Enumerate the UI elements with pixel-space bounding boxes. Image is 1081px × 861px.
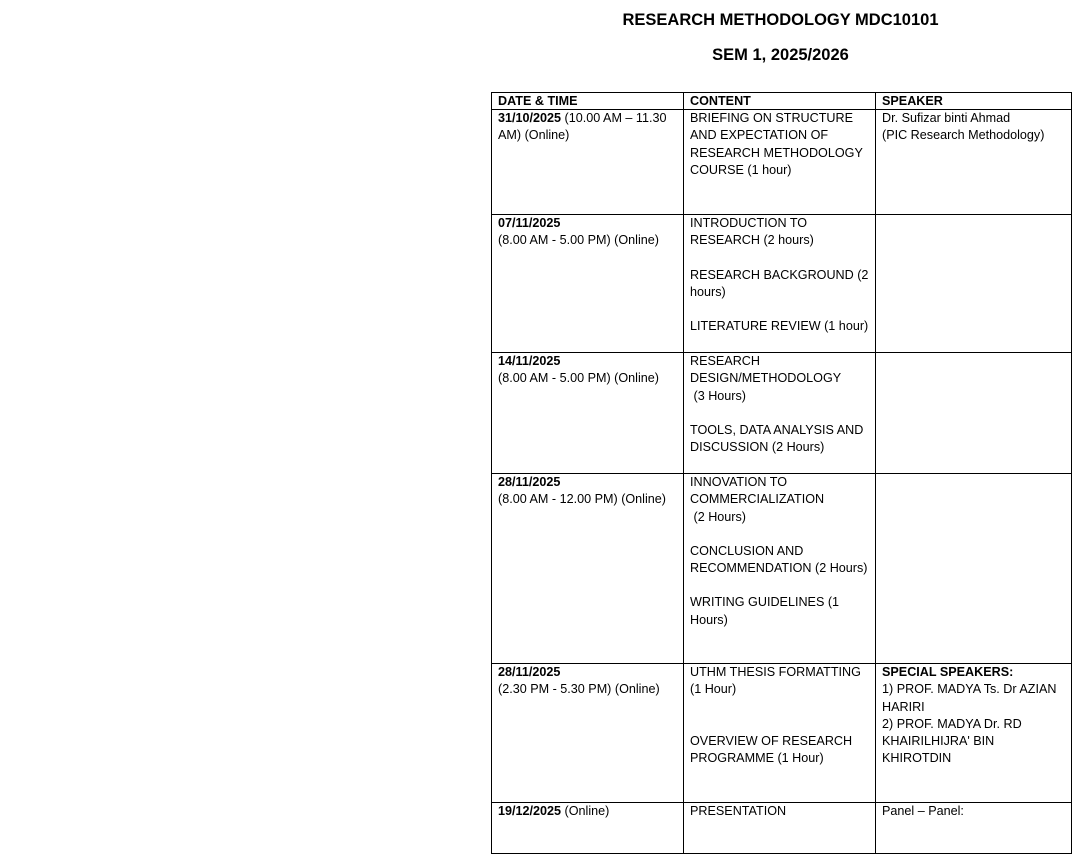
date-cell	[492, 474, 684, 664]
content-item: (2 Hours)	[690, 509, 746, 524]
speaker-cell	[876, 474, 1072, 664]
special-speakers-heading: SPECIAL SPEAKERS:	[882, 665, 1014, 679]
speaker-role: (PIC Research Methodology)	[882, 128, 1045, 143]
content-cell	[684, 474, 876, 664]
session-time: (8.00 AM - 5.00 PM) (Online)	[498, 371, 659, 386]
speaker-cell	[876, 110, 1072, 215]
content-item: RESEARCH BACKGROUND (2 hours)	[690, 267, 869, 299]
table-row	[492, 474, 1072, 664]
speaker-cell	[876, 353, 1072, 474]
content-item: LITERATURE REVIEW (1 hour)	[690, 319, 869, 334]
content-cell	[684, 664, 876, 803]
content-cell	[684, 110, 876, 215]
session-time: (8.00 AM - 5.00 PM) (Online)	[498, 233, 659, 248]
content-item: TOOLS, DATA ANALYSIS AND DISCUSSION (2 Hours)	[690, 422, 864, 455]
content-item: PRESENTATION	[690, 804, 787, 818]
date-cell	[492, 353, 684, 474]
session-time: (2.30 PM - 5.30 PM) (Online)	[498, 682, 660, 697]
date-cell	[492, 803, 684, 854]
panel-note: Panel – Panel:	[882, 804, 964, 818]
table-row	[492, 215, 1072, 353]
semester-label: SEM 1, 2025/2026	[712, 46, 849, 64]
session-time: (Online)	[561, 804, 610, 818]
date-cell	[492, 664, 684, 803]
column-header-speaker: SPEAKER	[876, 93, 1072, 110]
speaker-name: 1) PROF. MADYA Ts. Dr AZIAN HARIRI	[882, 682, 1057, 714]
table-row	[492, 353, 1072, 474]
speaker-name: 2) PROF. MADYA Dr. RD KHAIRILHIJRA' BIN KHIROTDIN	[882, 716, 1022, 766]
session-date: 28/11/2025	[498, 665, 561, 679]
table-row	[492, 110, 1072, 215]
session-date: 31/10/2025	[498, 111, 562, 125]
content-item: WRITING GUIDELINES (1 Hours)	[690, 595, 840, 627]
content-item: BRIEFING ON STRUCTURE AND EXPECTATION OF RESEARCH METHODOLOGY COURSE (1 hour)	[690, 111, 863, 177]
table-row	[492, 803, 1072, 854]
content-item: (3 Hours)	[690, 388, 746, 403]
content-item: OVERVIEW OF RESEARCH PROGRAMME (1 Hour)	[690, 733, 853, 765]
session-time: (10.00 AM – 11.30 AM) (Online)	[498, 111, 667, 143]
session-date: 28/11/2025	[498, 475, 561, 489]
column-header-content: CONTENT	[684, 93, 876, 110]
document-title: RESEARCH METHODOLOGY MDC10101	[622, 11, 939, 29]
content-cell	[684, 215, 876, 353]
speaker-cell	[876, 664, 1072, 803]
session-date: 14/11/2025	[498, 354, 561, 368]
content-cell	[684, 353, 876, 474]
content-item: UTHM THESIS FORMATTING (1 Hour)	[690, 665, 861, 697]
content-item: RESEARCH DESIGN/METHODOLOGY	[690, 354, 842, 386]
date-cell	[492, 215, 684, 353]
table-row	[492, 664, 1072, 803]
speaker-cell	[876, 215, 1072, 353]
speaker-cell	[876, 803, 1072, 854]
content-item: INTRODUCTION TO RESEARCH (2 hours)	[690, 216, 814, 248]
table-header-row	[492, 93, 1072, 110]
session-date: 19/12/2025	[498, 804, 562, 818]
session-time: (8.00 AM - 12.00 PM) (Online)	[498, 492, 666, 507]
content-cell	[684, 803, 876, 854]
column-header-date: DATE & TIME	[492, 93, 684, 110]
content-item: CONCLUSION AND RECOMMENDATION (2 Hours)	[690, 543, 868, 576]
session-date: 07/11/2025	[498, 216, 561, 230]
date-cell	[492, 110, 684, 215]
speaker-name: Dr. Sufizar binti Ahmad	[882, 111, 1011, 125]
content-item: INNOVATION TO COMMERCIALIZATION	[690, 475, 825, 507]
schedule-table	[491, 92, 1072, 854]
